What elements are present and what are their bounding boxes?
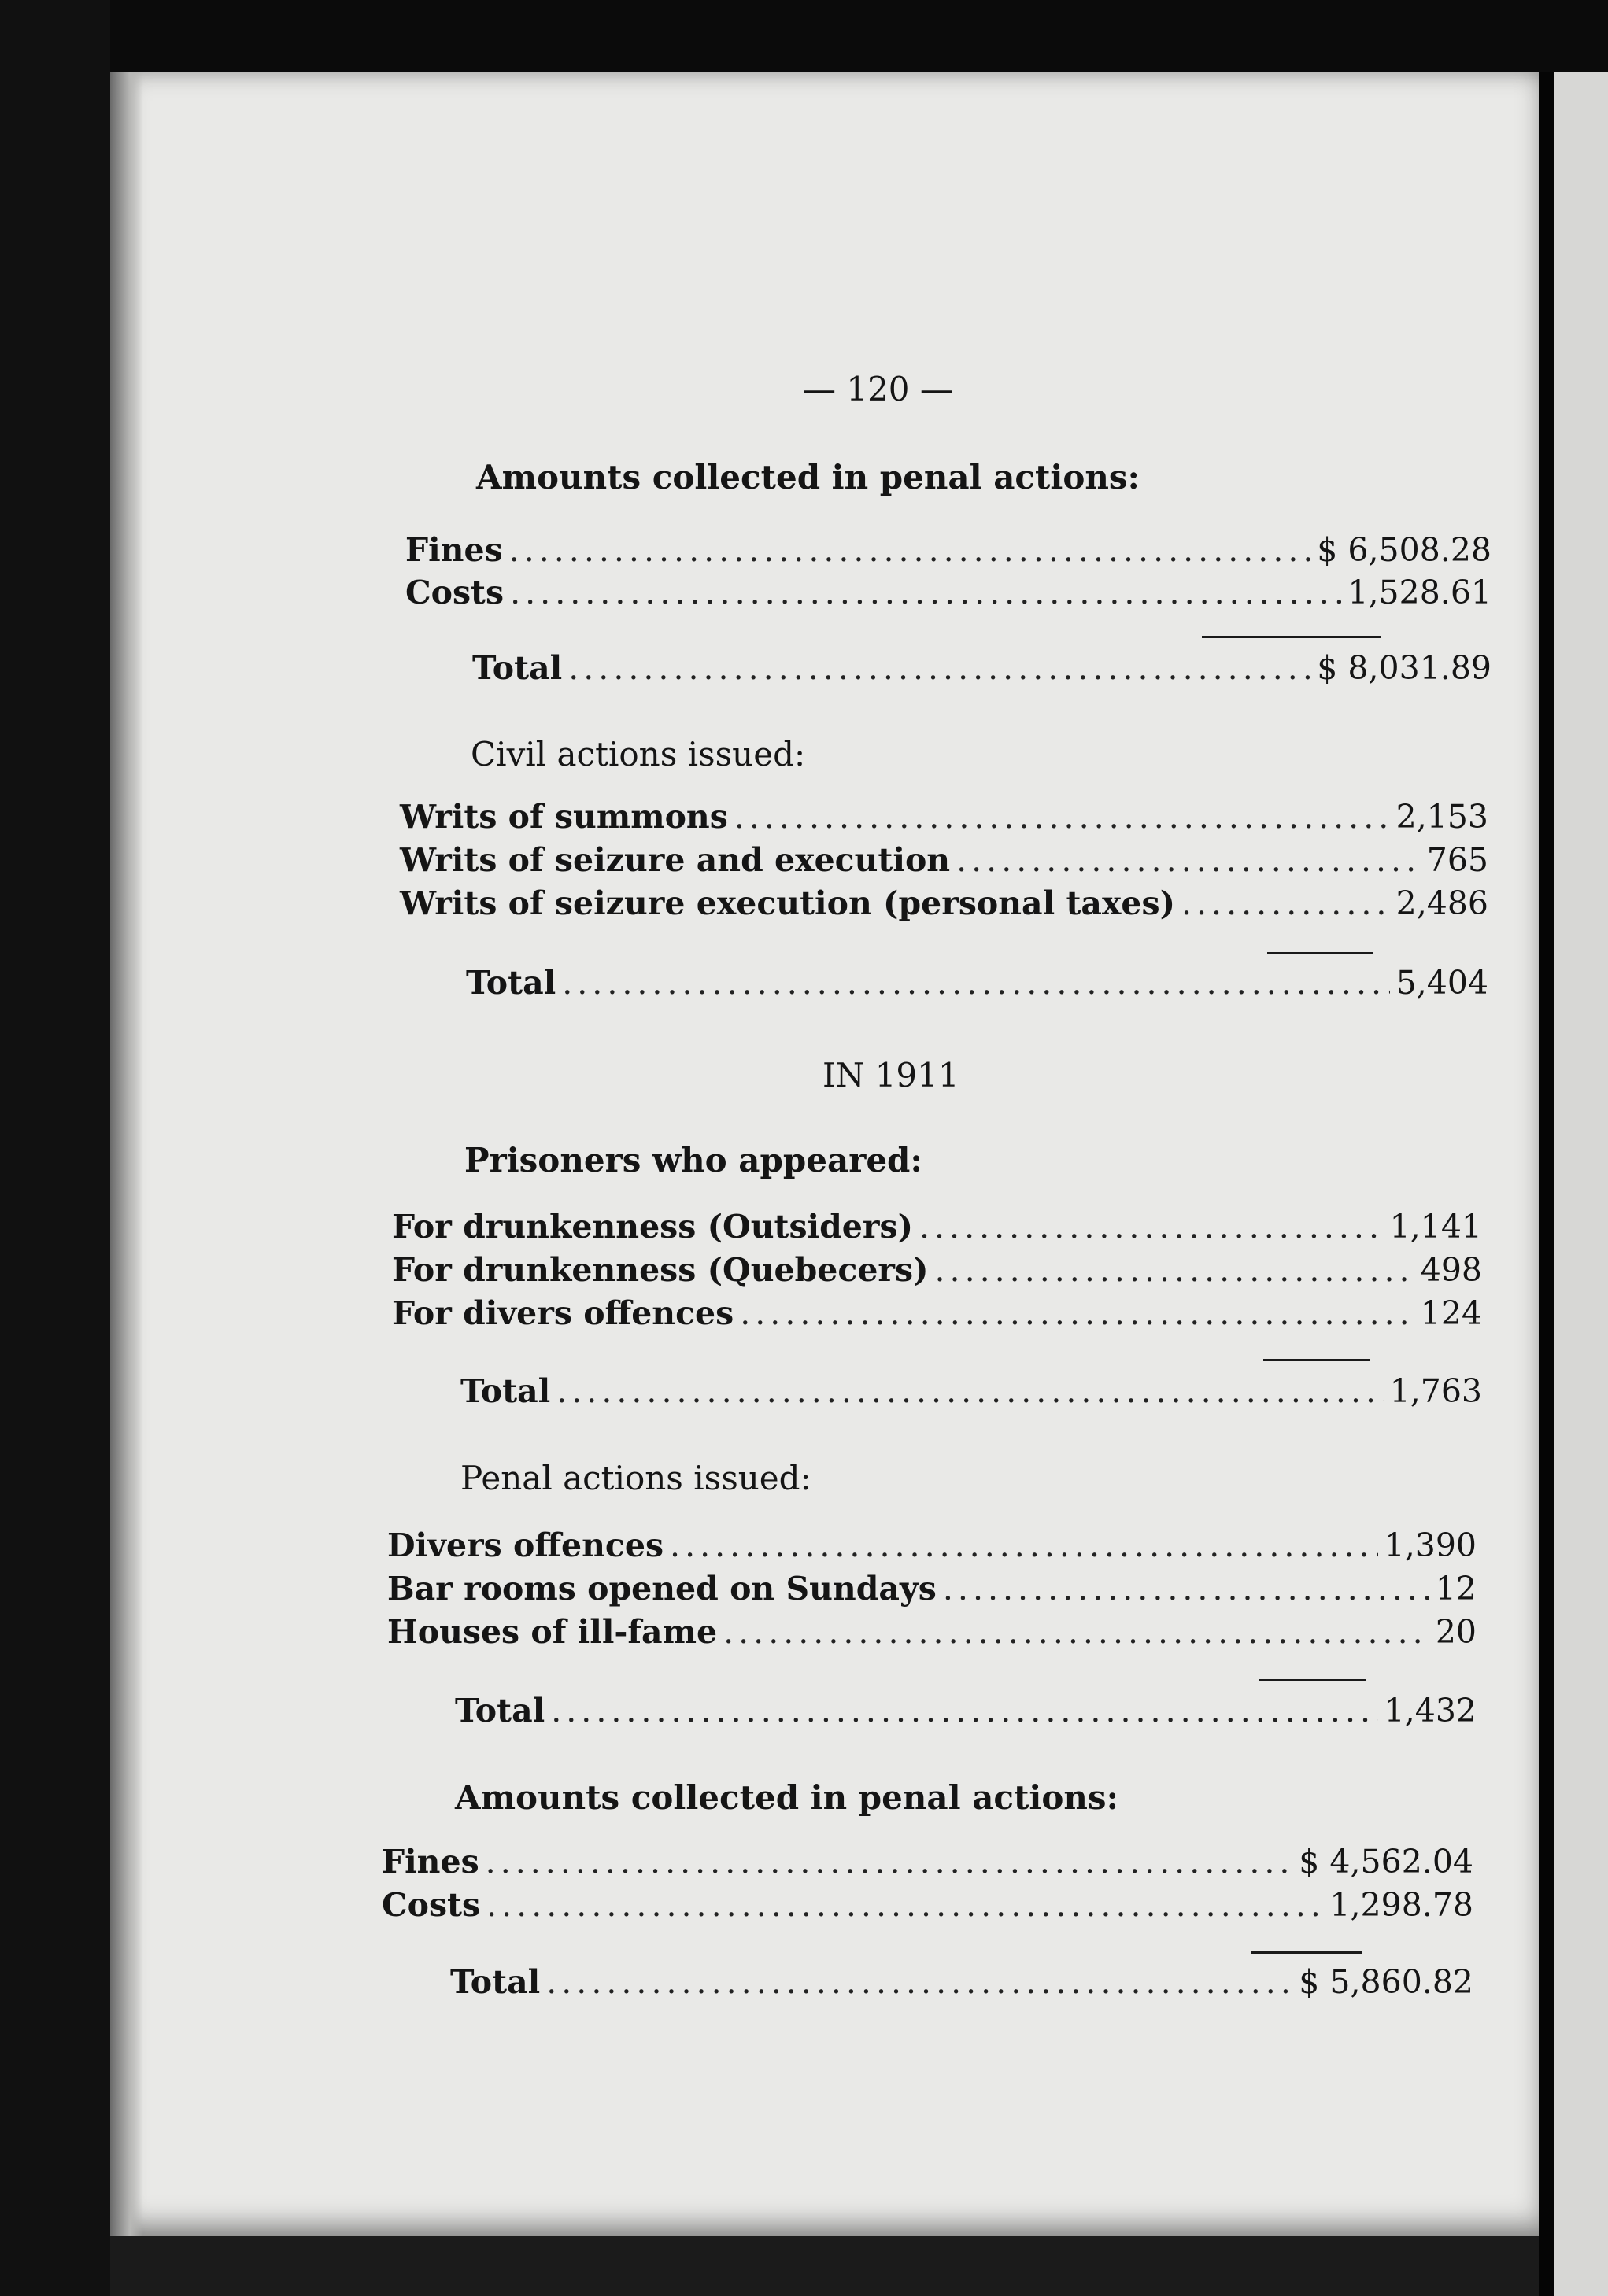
leader-dots (956, 841, 1421, 879)
row-label: For drunkenness (Outsiders) (392, 1208, 913, 1246)
section-heading: Civil actions issued: (471, 735, 806, 773)
row-value: 1,390 (1384, 1526, 1477, 1564)
row-label: Bar rooms opened on Sundays (387, 1570, 937, 1608)
section-heading: Amounts collected in penal actions: (476, 458, 1140, 496)
row-label: Divers offences (387, 1526, 664, 1564)
row-label: For divers offences (392, 1294, 734, 1332)
leader-dots (486, 1886, 1323, 1924)
table-row (387, 1570, 1477, 1611)
leader-dots (670, 1526, 1378, 1564)
row-value: 1,528.61 (1347, 574, 1492, 611)
document-page (110, 72, 1539, 2236)
row-label: Houses of ill-fame (387, 1613, 718, 1651)
table-row (400, 841, 1488, 882)
row-value: $ 6,508.28 (1317, 531, 1492, 569)
table-row (387, 1526, 1477, 1567)
total-rule (1263, 1359, 1370, 1361)
total-label: Total (472, 649, 563, 687)
row-label: Writs of summons (400, 798, 728, 836)
row-value: 1,141 (1389, 1208, 1482, 1246)
total-value: $ 5,860.82 (1299, 1963, 1473, 2001)
total-label: Total (460, 1372, 551, 1410)
total-row (455, 1692, 1477, 1733)
table-row (392, 1208, 1482, 1249)
row-label: Fines (382, 1843, 479, 1881)
table-row (400, 798, 1488, 839)
section-heading: Penal actions issued: (460, 1459, 811, 1497)
row-label: Costs (405, 574, 505, 611)
leader-dots (546, 1963, 1292, 2001)
total-rule (1259, 1679, 1366, 1681)
row-value: 498 (1420, 1251, 1482, 1289)
leader-dots (919, 1208, 1384, 1246)
film-border-left (0, 0, 110, 2296)
table-row (405, 574, 1492, 615)
section-heading: Prisoners who appeared: (464, 1141, 922, 1179)
total-row (472, 649, 1492, 690)
table-row (382, 1843, 1473, 1884)
table-row (405, 531, 1492, 572)
leader-dots (562, 964, 1389, 1002)
leader-dots (568, 649, 1310, 687)
row-value: 2,153 (1395, 798, 1488, 836)
total-rule (1202, 636, 1381, 638)
table-row (392, 1251, 1482, 1292)
total-value: 5,404 (1395, 964, 1488, 1002)
row-value: 124 (1420, 1294, 1482, 1332)
leader-dots (551, 1692, 1377, 1729)
row-label: Costs (382, 1886, 481, 1924)
total-value: 1,763 (1389, 1372, 1482, 1410)
page-edge-shadow (110, 72, 143, 2236)
section-heading: Amounts collected in penal actions: (455, 1778, 1119, 1817)
leader-dots (556, 1372, 1383, 1410)
row-value: 765 (1426, 841, 1488, 879)
table-row (392, 1294, 1482, 1335)
total-value: $ 8,031.89 (1317, 649, 1492, 687)
adjacent-page-edge (1554, 72, 1608, 2296)
total-label: Total (466, 964, 556, 1002)
row-value: 1,298.78 (1329, 1886, 1473, 1924)
table-row (387, 1613, 1477, 1654)
total-value: 1,432 (1384, 1692, 1477, 1729)
table-row (400, 884, 1488, 925)
row-label: Writs of seizure and execution (400, 841, 951, 879)
leader-dots (740, 1294, 1414, 1332)
table-row (382, 1886, 1473, 1927)
leader-dots (486, 1843, 1293, 1881)
total-row (450, 1963, 1473, 2004)
row-label: For drunkenness (Quebecers) (392, 1251, 929, 1289)
total-row (460, 1372, 1482, 1413)
total-label: Total (455, 1692, 545, 1729)
total-row (466, 964, 1488, 1005)
total-rule (1251, 1951, 1362, 1954)
row-value: 20 (1435, 1613, 1477, 1651)
row-value: 2,486 (1395, 884, 1488, 922)
leader-dots (509, 531, 1311, 569)
row-value: 12 (1435, 1570, 1477, 1608)
page-content (110, 72, 1539, 2236)
leader-dots (734, 798, 1390, 836)
page-number: — 120 — (803, 370, 953, 408)
row-label: Fines (405, 531, 503, 569)
year-heading: IN 1911 (822, 1056, 959, 1094)
total-label: Total (450, 1963, 541, 2001)
leader-dots (943, 1570, 1429, 1608)
total-rule (1267, 952, 1373, 954)
leader-dots (510, 574, 1341, 611)
row-value: $ 4,562.04 (1299, 1843, 1473, 1881)
leader-dots (935, 1251, 1414, 1289)
leader-dots (723, 1613, 1429, 1651)
page-gutter (1539, 72, 1554, 2296)
film-border-bottom (110, 2236, 1539, 2296)
leader-dots (1181, 884, 1390, 922)
row-label: Writs of seizure execution (personal taxes) (400, 884, 1175, 922)
